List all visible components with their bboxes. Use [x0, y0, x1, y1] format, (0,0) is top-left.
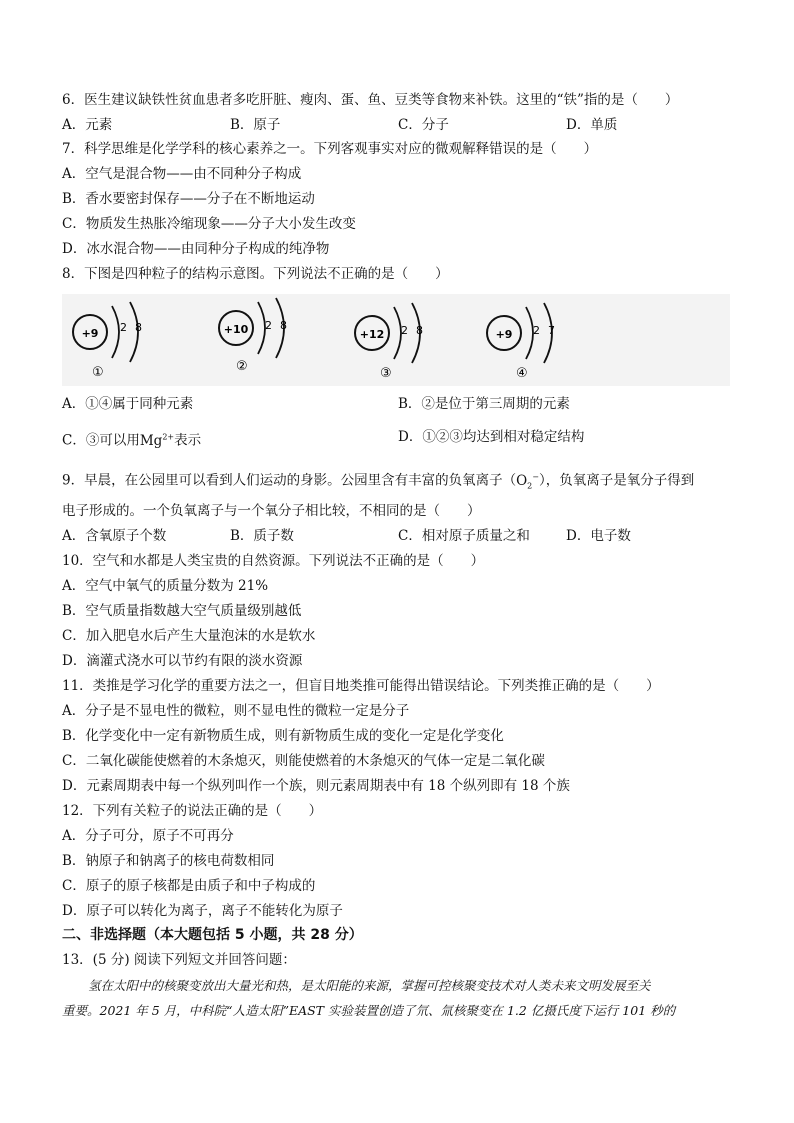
q8-option-a: A．①④属于同种元素 — [62, 396, 194, 412]
q9-option-b: B．质子数 — [230, 528, 294, 544]
q6-option-b: B．原子 — [230, 117, 281, 133]
section-2-heading: 二、非选择题（本大题包括 5 小题，共 28 分） — [62, 927, 363, 943]
q11-option-b: B．化学变化中一定有新物质生成，则有新物质生成的变化一定是化学变化 — [62, 728, 504, 744]
q12-option-a: A．分子可分，原子不可再分 — [62, 828, 234, 844]
particle-4 — [487, 303, 555, 381]
q9-line-2: 电子形成的。一个负氧离子与一个氧分子相比较，不相同的是（ ） — [62, 503, 481, 519]
particle-1-shell-2: 8 — [135, 321, 142, 334]
q9-option-c: C．相对原子质量之和 — [398, 528, 530, 544]
q11-option-d: D．元素周期表中每一个纵列叫作一个族，则元素周期表中有 18 个纵列即有 18 个族 — [62, 778, 570, 794]
q12-stem: 12．下列有关粒子的说法正确的是（ ） — [62, 803, 323, 819]
particle-3-charge: +12 — [359, 328, 385, 341]
q8-option-c: C．③可以用$Mg^{2+}$表示 — [62, 432, 202, 449]
particle-1-label: ① — [92, 365, 104, 380]
particle-2-shell-1: 2 — [265, 319, 272, 332]
particle-1-charge: +9 — [81, 327, 99, 340]
q13-passage-line-2: 重要。2021 年 5 月，中科院“人造太阳”EAST 实验装置创造了氘、氚核聚变在 1.2 亿摄氏度下运行 101 秒的 — [62, 1003, 676, 1018]
q8-option-d: D．①②③均达到相对稳定结构 — [398, 429, 585, 445]
particle-structure-diagram — [62, 294, 730, 386]
q12-option-d: D．原子可以转化为离子，离子不能转化为原子 — [62, 903, 343, 919]
q6-option-a: A．元素 — [62, 117, 113, 133]
q6-option-d: D．单质 — [566, 117, 618, 133]
mg-ion-formula: $Mg^{2+}$ — [139, 432, 175, 449]
q12-option-b: B．钠原子和钠离子的核电荷数相同 — [62, 853, 275, 869]
q7-option-a: A．空气是混合物——由不同种分子构成 — [62, 166, 302, 182]
q7-option-c: C．物质发生热胀冷缩现象——分子大小发生改变 — [62, 216, 356, 232]
particle-4-charge: +9 — [495, 328, 513, 341]
q7-option-d: D．冰水混合物——由同种分子构成的纯净物 — [62, 241, 330, 257]
q9-line-1: 9．早晨，在公园里可以看到人们运动的身影。公园里含有丰富的负氧离子$(O_2^-)$，负氧离子是氧分子得到 — [62, 472, 695, 491]
q13-passage-line-1: 氢在太阳中的核聚变放出大量光和热，是太阳能的来源，掌握可控核聚变技术对人类未来文明发展至关 — [88, 978, 651, 993]
particle-2-label: ② — [236, 359, 248, 374]
q13-stem: 13．(5 分) 阅读下列短文并回答问题： — [62, 952, 296, 968]
q10-stem: 10．空气和水都是人类宝贵的自然资源。下列说法不正确的是（ ） — [62, 553, 485, 569]
q10-option-a: A．空气中氧气的质量分数为 21% — [62, 578, 269, 594]
particle-3 — [355, 303, 423, 381]
particle-4-shell-2: 7 — [548, 324, 555, 337]
particle-2-shell-2: 8 — [280, 319, 287, 332]
negative-oxygen-ion-formula: $O_2^-$ — [516, 472, 539, 491]
q6-option-c: C．分子 — [398, 117, 449, 133]
q12-option-c: C．原子的原子核都是由质子和中子构成的 — [62, 878, 316, 894]
particle-3-shell-2: 8 — [416, 324, 423, 337]
q10-option-d: D．滴灌式浇水可以节约有限的淡水资源 — [62, 653, 303, 669]
particle-2 — [219, 298, 287, 374]
particle-3-label: ③ — [380, 366, 392, 381]
q6-options — [62, 116, 742, 134]
particle-2-charge: +10 — [223, 323, 249, 336]
particle-3-shell-1: 2 — [401, 324, 408, 337]
q8-option-b: B．②是位于第三周期的元素 — [398, 396, 570, 412]
q10-option-b: B．空气质量指数越大空气质量级别越低 — [62, 603, 302, 619]
q9-option-a: A．含氧原子个数 — [62, 528, 167, 544]
q8-stem: 8．下图是四种粒子的结构示意图。下列说法不正确的是（ ） — [62, 266, 449, 282]
q9-option-d: D．电子数 — [566, 528, 631, 544]
q11-stem: 11．类推是学习化学的重要方法之一，但盲目地类推可能得出错误结论。下列类推正确的是（ ） — [62, 678, 660, 694]
particle-4-shell-1: 2 — [533, 324, 540, 337]
q7-stem: 7．科学思维是化学学科的核心素养之一。下列客观事实对应的微观解释错误的是（ ） — [62, 141, 598, 157]
particle-1-shell-1: 2 — [120, 321, 127, 334]
particle-1 — [73, 302, 142, 380]
particle-4-label: ④ — [516, 366, 528, 381]
q11-option-c: C．二氧化碳能使燃着的木条熄灭，则能使燃着的木条熄灭的气体一定是二氧化碳 — [62, 753, 545, 769]
q10-option-c: C．加入肥皂水后产生大量泡沫的水是软水 — [62, 628, 316, 644]
q6-stem: 6．医生建议缺铁性贫血患者多吃肝脏、瘦肉、蛋、鱼、豆类等食物来补铁。这里的“铁”指的是（ ） — [62, 92, 679, 108]
q7-option-b: B．香水要密封保存——分子在不断地运动 — [62, 191, 315, 207]
q11-option-a: A．分子是不显电性的微粒，则不显电性的微粒一定是分子 — [62, 703, 410, 719]
q9-options — [62, 527, 742, 545]
